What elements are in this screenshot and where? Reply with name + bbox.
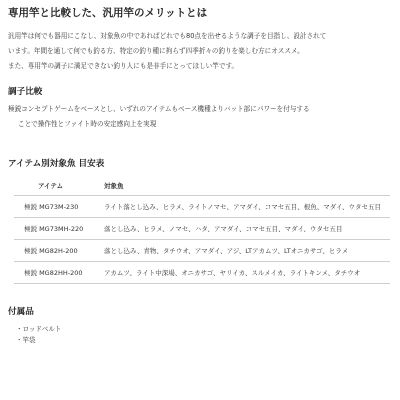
table-row xyxy=(14,196,390,218)
merit-line-3: また、専用竿の調子に満足できない釣り人にも是非手にとってほしい竿です。 xyxy=(8,62,239,70)
merit-line-1: 汎用竿は何でも器用にこなし、対象魚の中であればどれでも80点を出せるような調子を目指し、設計されて xyxy=(8,32,327,40)
comparison-heading: 調子比較 xyxy=(8,87,43,97)
table-cell-target: 落とし込み、青物、タチウオ、アマダイ、アジ、LTアカムツ、LTオニカサゴ、ヒラメ xyxy=(102,240,390,262)
table-cell-target: ライト落とし込み、ヒラメ、ライトノマセ、アマダイ、コマセ五目、根魚、マダイ、ウタセ五目 xyxy=(102,196,390,218)
list-item: ・竿袋 xyxy=(16,336,36,344)
table-cell-item: 極鋭 MG73MH-220 xyxy=(14,218,102,240)
accessories-heading: 付属品 xyxy=(8,307,34,317)
comparison-line-2: ことで操作性とファイト時の安定感向上を実現 xyxy=(18,120,157,128)
item-table-heading: アイテム別対象魚 目安表 xyxy=(8,159,105,169)
table-cell-target: 落とし込み、ヒラメ、ノマセ、ハタ、アマダイ、コマセ五目、マダイ、ウタセ五目 xyxy=(102,218,390,240)
comparison-line-1: 極鋭コンセプトゲームをベースとし、いずれのアイテムもベース機種よりバット部にパワーを付与する xyxy=(8,105,310,113)
table-cell-target: アカムツ、ライト中深場、オニカサゴ、ヤリイカ、スルメイカ、ライトキンメ、タチウオ xyxy=(102,262,390,284)
table-cell-item: 極鋭 MG82HH-200 xyxy=(14,262,102,284)
table-header-item: アイテム xyxy=(14,176,102,196)
table-row xyxy=(14,240,390,262)
table-cell-item: 極鋭 MG82H-200 xyxy=(14,240,102,262)
table-row xyxy=(14,218,390,240)
table-header-row xyxy=(14,176,390,196)
table-cell-item: 極鋭 MG73M-230 xyxy=(14,196,102,218)
merit-heading: 専用竿と比較した、汎用竿のメリットとは xyxy=(8,7,208,19)
merit-line-2: います。年間を通して何でも釣る方、特定の釣り種に拘らず四季折々の釣りを楽しむ方にオススメ。 xyxy=(8,47,304,55)
table-header-target: 対象魚 xyxy=(102,176,390,196)
list-item: ・ロッドベルト xyxy=(16,325,62,333)
item-target-table xyxy=(14,176,390,284)
table-row xyxy=(14,262,390,284)
accessories-list xyxy=(16,324,394,346)
page xyxy=(8,6,394,346)
